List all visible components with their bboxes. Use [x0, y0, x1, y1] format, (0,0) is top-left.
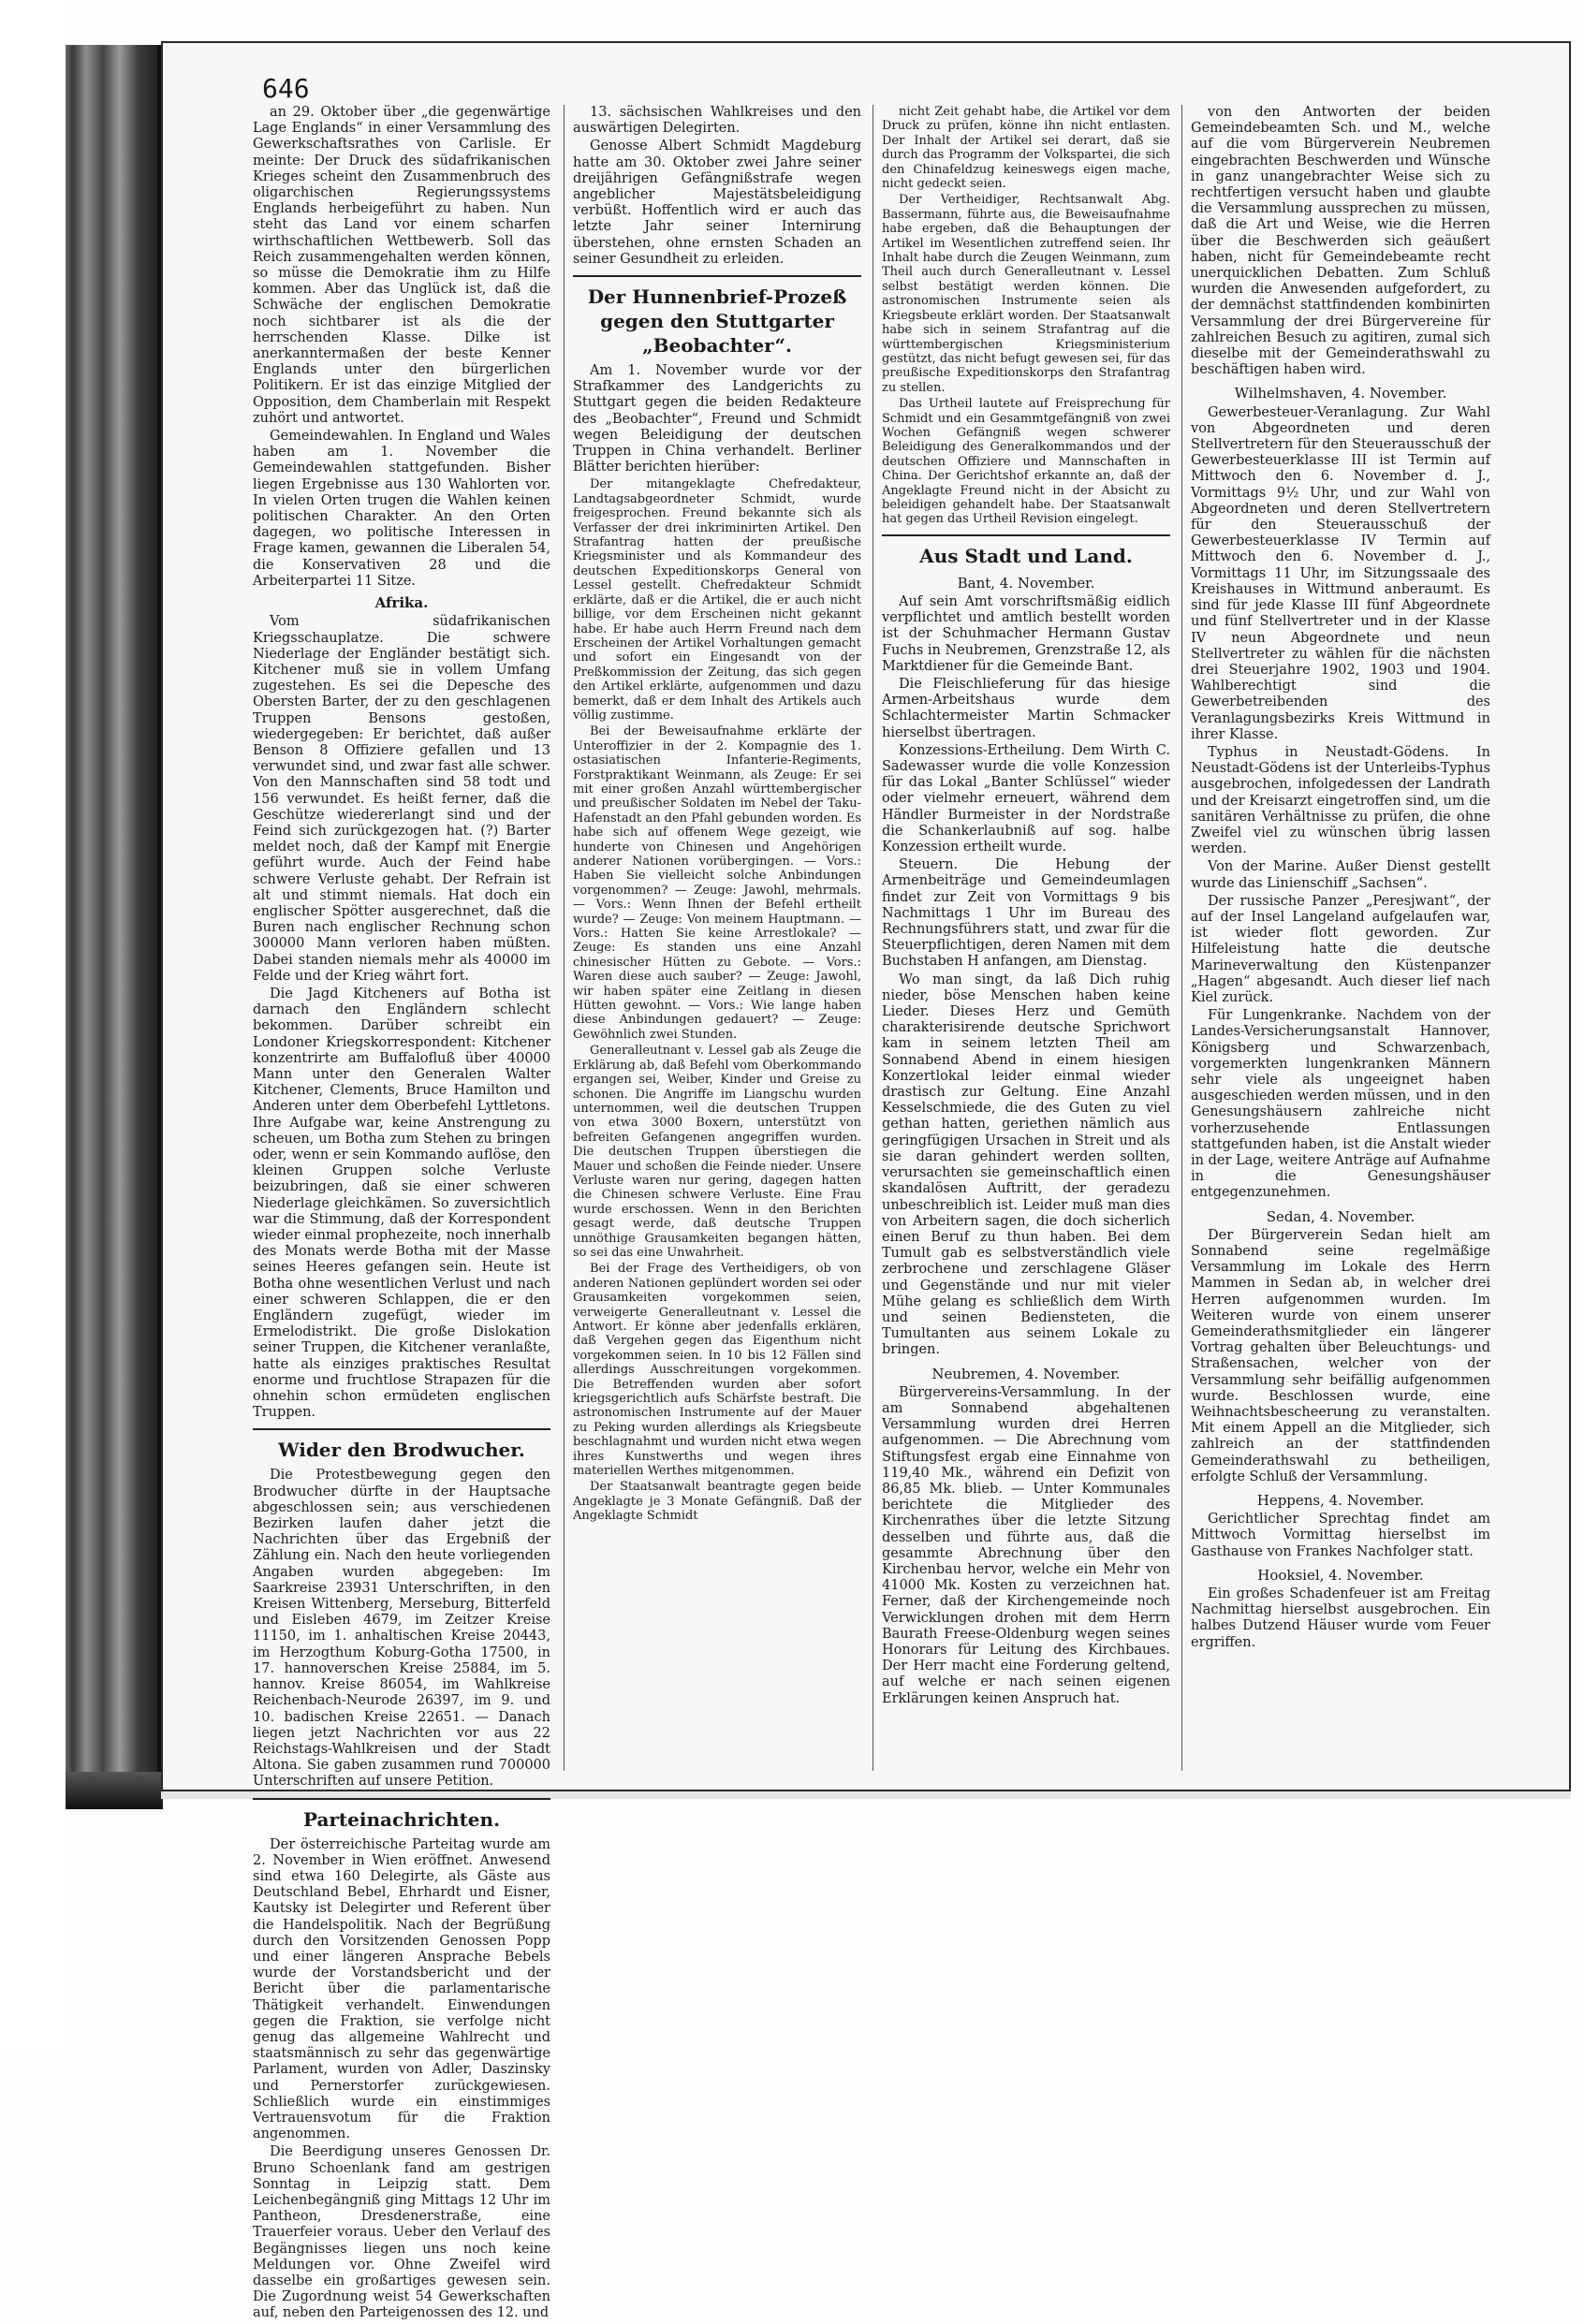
article-paragraph: von den Antworten der beiden Gemeindebeamten Sch. und M., welche auf die vom Bürgerverein Neubremen eingebrachten Beschwerden und Wünsche in ganz unangebrachter Weise sich zu rechtfertigen versucht haben und glaubte die Versammlung aussprechen zu müssen, daß die Art und Weise, wie die Herren über die Beschwerden sich geäußert haben, nicht für Gemeindebeamte recht unerquicklichen Debatten. Zum Schluß wurden die Anwesenden aufgefordert, zu der demnächst stattfindenden kombinirten Versammlung der drei Bürgervereine für zahlreichen Besuch zu agitiren, zumal sich dieselbe mit der Gemeinderathswahl zu beschäftigen haben wird.: [1191, 105, 1490, 378]
column-3: [882, 105, 1170, 1709]
article-paragraph: Steuern. Die Hebung der Armenbeiträge und Gemeindeumlagen findet zur Zeit von Vormittags 9 bis Nachmittags 1 Uhr im Bureau des Rechnungsführers statt, und zwar für die Steuerpflichtigen, deren Namen mit dem Buchstaben H anfangen, am Dienstag.: [882, 857, 1170, 970]
article-paragraph: Der österreichische Parteitag wurde am 2. November in Wien eröffnet. Anwesend sind etwa 160 Delegirte, als Gäste aus Deutschland Bebel, Ehrhardt und Eisner, Kautsky ist Delegirter und Referent über die Handelspolitik. Nach der Begrüßung durch den Vorsitzenden Genossen Popp und einer längeren Ansprache Bebels wurde der Vorstandsbericht und der Bericht über die parlamentarische Thätigkeit verhandelt. Einwendungen gegen die Fraktion, sie verfolge nicht genug das allgemeine Wahlrecht und staatsmännisch zu sehr das gegenwärtige Parlament, wurden von Adler, Daszinsky und Pernerstorfer zurückgewiesen. Schließlich wurde ein einstimmiges Vertrauensvotum für die Fraktion angenommen.: [253, 1836, 550, 2142]
section-heading: Wider den Brodwucher.: [278, 1439, 525, 1462]
section-heading: Der Hunnenbrief-Prozeß gegen den Stuttgarter „Beobachter“.: [587, 285, 847, 358]
article-paragraph: Der Vertheidiger, Rechtsanwalt Abg. Bassermann, führte aus, die Beweisaufnahme habe ergeben, daß die Behauptungen der Artikel im Wesentlichen zutreffend seien. Ihr Inhalt habe durch die Zeugen Weinmann, zum Theil auch durch Generalleutnant v. Lessel selbst bestätigt werden können. Die astronomischen Instrumente seien als Kriegsbeute erklärt worden. Der Staatsanwalt habe sich in seinem Strafantrag auf die württembergischen Kriegsministerium gestützt, das nicht befugt gewesen sei, für das preußische Expeditionskorps den Strafantrag zu stellen.: [882, 193, 1170, 395]
section-heading: Parteinachrichten.: [302, 1807, 501, 1831]
article-paragraph: Der Bürgerverein Sedan hielt am Sonnabend seine regelmäßige Versammlung im Lokale des Herrn Mammen in Sedan ab, in welcher drei Herren aufgenommen wurden. Im Weiteren wurde von einem unserer Gemeinderathsmitglieder ein längerer Vortrag gehalten über Beleuchtungs- und Straßensachen, welcher von der Versammlung sehr beifällig aufgenommen wurde. Beschlossen wurde, eine Weihnachtsbescheerung zu veranstalten. Mit einem Appell an die Mitglieder, sich zahlreich an der stattfindenden Gemeinderathswahl zu betheiligen, erfolgte Schluß der Versammlung.: [1191, 1227, 1490, 1484]
article-paragraph: Bürgervereins-Versammlung. In der am Sonnabend abgehaltenen Versammlung wurden drei Herren aufgenommen. — Die Abrechnung vom Stiftungsfest ergab eine Einnahme von 119,40 Mk., während ein Defizit von 86,85 Mk. blieb. — Unter Kommunales berichtete die Mitglieder des Kirchenrathes über die letzte Sitzung desselben und führte aus, daß die gesammte Abrechnung über den Kirchenbau hervor, welche ein Mehr von 41000 Mk. Kosten zu verzeichnen hat. Ferner, daß der Kirchengemeinde noch Verwicklungen drohen mit dem Herrn Baurath Freese-Oldenburg wegen seines Honorars für Leitung des Kirchbaues. Der Herr macht eine Forderung geltend, auf welche er nach seinen eigenen Erklärungen keinen Anspruch hat.: [882, 1384, 1170, 1706]
article-paragraph: Konzessions-Ertheilung. Dem Wirth C. Sadewasser wurde die volle Konzession für das Lokal „Banter Schlüssel“ wieder oder vielmehr erneuert, während dem Händler Burmeister in der Nordstraße die Schankerlaubniß auf sog. halbe Konzession ertheilt wurde.: [882, 742, 1170, 855]
article-paragraph: Ein großes Schadenfeuer ist am Freitag Nachmittag hierselbst ausgebrochen. Ein halbes Dutzend Häuser wurde vom Feuer ergriffen.: [1191, 1586, 1490, 1650]
divider: [882, 534, 1170, 536]
column-1: [253, 105, 550, 2324]
article-paragraph: Die Fleischlieferung für das hiesige Armen-Arbeitshaus wurde dem Schlachtermeister Martin Schmacker hierselbst übertragen.: [882, 677, 1170, 740]
article-paragraph: Bei der Frage des Vertheidigers, ob von anderen Nationen geplündert worden sei oder Grausamkeiten vorgekommen seien, verweigerte Generalleutnant v. Lessel die Antwort. Er könne aber jedenfalls erklären, daß Vergehen gegen das Eigenthum nicht vorgekommen seien. In 10 bis 12 Fällen sind allerdings Ausschreitungen vorgekommen. Die Betreffenden wurden aber sofort kriegsgerichtlich aufs Schärfste bestraft. Die astronomischen Instrumente auf der Mauer zu Peking wurden allerdings als Kriegsbeute beschlagnahmt und wurden nicht etwa wegen ihres Kunstwerths und wegen ihres materiellen Werthes mitgenommen.: [573, 1262, 861, 1479]
dateline: Heppens, 4. November.: [1256, 1492, 1425, 1510]
article-paragraph: Die Beerdigung unseres Genossen Dr. Bruno Schoenlank fand am gestrigen Sonntag in Leipzig statt. Dem Leichenbegängniß ging Mittags 12 Uhr im Pantheon, Dresdenerstraße, eine Trauerfeier voraus. Ueber den Verlauf des Begängnisses liegen uns noch keine Meldungen vor. Ohne Zweifel wird dasselbe ein großartiges gewesen sein. Die Zugordnung weist 54 Gewerkschaften auf, neben den Parteigenossen des 12. und: [253, 2144, 550, 2321]
column-2: [573, 105, 861, 1526]
article-paragraph: Generalleutnant v. Lessel gab als Zeuge die Erklärung ab, daß Befehl vom Oberkommando ergangen sei, Weiber, Kinder und Greise zu schonen. Die Angriffe im Liangschu wurden unternommen, weil die deutschen Truppen von etwa 3000 Boxern, unterstützt von befreiten Gefangenen angegriffen wurden. Die deutschen Truppen überstiegen die Mauer und schoßen die Feinde nieder. Unsere Verluste waren nur gering, dagegen hatten die Chinesen schwere Verluste. Eine Frau wurde erschossen. Wenn in den Berichten gesagt werde, daß deutsche Truppen unnöthige Grausamkeiten begangen hätten, so sei das eine Unwahrheit.: [573, 1044, 861, 1260]
dateline: Sedan, 4. November.: [1266, 1207, 1415, 1225]
dateline: Bant, 4. November.: [957, 574, 1095, 592]
article-paragraph: 13. sächsischen Wahlkreises und den auswärtigen Delegirten.: [573, 105, 861, 137]
article-paragraph: Der Staatsanwalt beantragte gegen beide Angeklagte je 3 Monate Gefängniß. Daß der Angeklagte Schmidt: [573, 1480, 861, 1524]
article-paragraph: Die Jagd Kitcheners auf Botha ist darnach den Engländern schlecht bekommen. Darüber schreibt ein Londoner Kriegskorrespondent: Kitchener konzentrirte am Buffalofluß über 40000 Mann unter den Generalen Walter Kitchener, Clements, Bruce Hamilton und Anderen unter dem Oberbefehl Lyttletons. Ihre Aufgabe war, keine Anstrengung zu scheuen, um Botha zum Stehen zu bringen oder, wenn er sein Kommando auflöse, den kleinen Gruppen solche Verluste beizubringen, daß sie einer schweren Niederlage gleichkämen. So zuversichtlich war die Stimmung, daß der Korrespondent wieder einmal prophezeite, noch innerhalb des Monats werde Botha mit der Masse seines Heeres gefangen sein. Heute ist Botha ohne wesentlichen Verlust und nach einer schweren Schlappen, die er den Engländern zugefügt, wieder im Ermelodistrikt. Die große Dislokation seiner Truppen, die Kitchener veranlaßte, hatte als einziges praktisches Resultat enorme und fruchtlose Strapazen für die ohnehin schon ermüdeten englischen Truppen.: [253, 986, 550, 1421]
article-paragraph: Der russische Panzer „Peresjwant“, der auf der Insel Langeland aufgelaufen war, ist wieder flott geworden. Zur Hilfeleistung hatte die deutsche Marineverwaltung den Küstenpanzer „Hagen“ abgesandt. Auch dieser lief nach Kiel zurück.: [1191, 893, 1490, 1005]
dateline: Wilhelmshaven, 4. November.: [1234, 385, 1447, 402]
article-paragraph: Gerichtlicher Sprechtag findet am Mittwoch Vormittag hierselbst im Gasthause von Frankes Nachfolger statt.: [1191, 1512, 1490, 1559]
dateline: Neubremen, 4. November.: [931, 1365, 1121, 1382]
article-paragraph: Wo man singt, da laß Dich ruhig nieder, böse Menschen haben keine Lieder. Dieses Herz und Gemüth charakterisirende deutsche Sprichwort kam in seinem letzten Theil am Sonnabend Abend in einem hiesigen Konzertlokal leider einmal wieder drastisch zur Geltung. Eine Anzahl Kesselschmiede, die des Guten zu viel gethan hatten, geriethen nämlich aus geringfügigen Ursachen in Streit und als sie daran gehindert werden sollten, verursachten sie gemeinschaftlich einen skandalösen Auftritt, der geradezu unbeschreiblich ist. Leider muß man dies von Arbeitern sagen, die doch sicherlich einen Beruf zu thun haben. Bei dem Tumult gab es selbstverständlich viele zerbrochene und zerschlagene Gläser und Gegenstände und nur mit vieler Mühe gelang es schließlich dem Wirth und seinen Bediensteten, die Tumultanten aus seinem Lokale zu bringen.: [882, 972, 1170, 1358]
article-paragraph: Gemeindewahlen. In England und Wales haben am 1. November die Gemeindewahlen stattgefunden. Bisher liegen Ergebnisse aus 130 Wahlorten vor. In vielen Orten trugen die Wahlen keinen politischen Charakter. An den Orten dagegen, wo politische Interessen in Frage kamen, gewannen die Liberalen 54, die Konservativen 28 und die Arbeiterpartei 11 Sitze.: [253, 429, 550, 589]
divider: [253, 1428, 550, 1430]
article-paragraph: Bei der Beweisaufnahme erklärte der Unteroffizier in der 2. Kompagnie des 1. ostasiatischen Infanterie-Regiments, Forstpraktikant Weinmann, als Zeuge: Er sei mit einer großen Anzahl württembergischer und preußischer Soldaten im Nebel der Taku-Hafenstadt an den Pfahl gebunden worden. Es habe sich auf offenem Wege gezeigt, wie hunderte von Chinesen und Angehörigen anderer Nationen vorübergingen. — Vors.: Haben Sie vielleicht solche Anbindungen vorgenommen? — Zeuge: Jawohl, mehrmals. — Vors.: Wenn Ihnen der Befehl ertheilt wurde? — Zeuge: Von meinem Hauptmann. — Vors.: Hatten Sie keine Arrestlokale? — Zeuge: Es standen uns eine Anzahl chinesischer Hütten zu Gebote. — Vors.: Waren diese auch sauber? — Zeuge: Jawohl, wir haben später eine Zeitlang in diesen Hütten gewohnt. — Vors.: Wie lange haben diese Anbindungen gedauert? — Zeuge: Gewöhnlich zwei Stunden.: [573, 724, 861, 1042]
article-paragraph: Die Protestbewegung gegen den Brodwucher dürfte in der Hauptsache abgeschlossen sein; aus verschiedenen Bezirken laufen daher jetzt die Nachrichten über das Ergebniß der Zählung ein. Nach den heute vorliegenden Angaben wurden abgegeben: Im Saarkreise 23931 Unterschriften, in den Kreisen Wittenberg, Merseburg, Bitterfeld und Eisleben 4679, im Zeitzer Kreise 11150, im 1. anhaltischen Kreise 20443, im Herzogthum Koburg-Gotha 17500, in 17. hannoverschen Kreise 25884, im 5. hannov. Kreise 86054, im Wahlkreise Reichenbach-Neurode 26397, im 9. und 10. badischen Kreise 22651. — Danach liegen jetzt Nachrichten vor aus 22 Reichstags-Wahlkreisen und der Stadt Altona. Sie gaben zusammen rund 700000 Unterschriften auf unsere Petition.: [253, 1468, 550, 1790]
article-paragraph: Vom südafrikanischen Kriegsschauplatze. Die schwere Niederlage der Engländer bestätigt sich. Kitchener muß sie in vollem Umfang zugestehen. Es sei die Depesche des Obersten Barter, der zu den geschlagenen Truppen Bensons gestoßen, wiedergegeben: Er berichtet, daß außer Benson 8 Offiziere gefallen und 13 verwundet sind, und zwar fast alle schwer. Von den Mannschaften sind 58 todt und 156 verwundet. Es heißt ferner, daß die Geschütze wiedererlangt sind und der Feind sich zurückgezogen hat. (?) Barter meldet noch, daß der Kampf mit Energie geführt wurde. Auch der Feind habe schwere Verluste gehabt. Der Refrain ist alt und stimmt niemals. Hat doch ein englischer Spötter ausgerechnet, daß die Buren nach englischer Rechnung schon 300000 Mann verloren haben müßten. Dabei standen niemals mehr als 40000 im Felde und der Krieg währt fort.: [253, 614, 550, 984]
column-separator: [564, 105, 565, 1771]
article-paragraph: Von der Marine. Außer Dienst gestellt wurde das Linienschiff „Sachsen“.: [1191, 859, 1490, 891]
article-paragraph: Gewerbesteuer-Veranlagung. Zur Wahl von Abgeordneten und deren Stellvertretern für den Steuerausschuß der Gewerbesteuerklasse III ist Termin auf Mittwoch den 6. November d. J., Vormittags 9½ Uhr, und zur Wahl von Abgeordneten und deren Stellvertretern für den Steuerausschuß der Gewerbesteuerklasse IV Termin auf Mittwoch den 6. November d. J., Vormittags 11 Uhr, im Sitzungssaale des Kreishauses in Wittmund anberaumt. Es sind für jede Klasse III fünf Abgeordnete und fünf Stellvertreter und in der Klasse IV neun Abgeordnete und neun Stellvertreter zu wählen für die nächsten drei Steuerjahre 1902, 1903 und 1904. Wahlberechtigt sind die Gewerbetreibenden des Veranlagungsbezirks Kreis Wittmund in ihrer Klasse.: [1191, 404, 1490, 742]
page-number: 646: [262, 73, 310, 104]
article-paragraph: Auf sein Amt vorschriftsmäßig eidlich verpflichtet und amtlich bestellt worden ist der Schuhmacher Hermann Gustav Fuchs in Neubremen, Grenzstraße 12, als Marktdiener für die Gemeinde Bant.: [882, 593, 1170, 674]
article-paragraph: Genosse Albert Schmidt Magdeburg hatte am 30. Oktober zwei Jahre seiner dreijährigen Gefängnißstrafe wegen angeblicher Majestätsbeleidigung verbüßt. Hoffentlich wird er auch das letzte Jahr seiner Internirung überstehen, ohne ernsten Schaden an seiner Gesundheit zu erleiden.: [573, 139, 861, 267]
article-paragraph: Typhus in Neustadt-Gödens. In Neustadt-Gödens ist der Unterleibs-Typhus ausgebrochen, infolgedessen der Landrath und der Kreisarzt eingetroffen sind, um die sanitären Verhältnisse zu prüfen, die ohne Zweifel viel zu wünschen übrig lassen werden.: [1191, 744, 1490, 857]
dateline: Hooksiel, 4. November.: [1257, 1566, 1424, 1584]
scan-margin: [0, 0, 66, 2049]
column-4: [1191, 105, 1490, 1653]
section-heading: Aus Stadt und Land.: [919, 544, 1133, 567]
divider: [573, 275, 861, 277]
section-heading: Afrika.: [374, 594, 429, 612]
column-separator: [1181, 105, 1182, 1771]
divider: [253, 1798, 550, 1800]
binding-bottom: [66, 1772, 163, 1809]
article-paragraph: Das Urtheil lautete auf Freisprechung für Schmidt und ein Gesammtgefängniß von zwei Wochen Gefängniß wegen schwerer Beleidigung des Generalkommandos und der deutschen Offiziere und Mannschaften in China. Der Gerichtshof erkannte an, daß der Angeklagte Freund nicht in der Absicht zu beleidigen gehandelt habe. Der Staatsanwalt hat gegen das Urtheil Revision eingelegt.: [882, 397, 1170, 527]
article-paragraph: Am 1. November wurde vor der Strafkammer des Landgerichts zu Stuttgart gegen die beiden Redakteure des „Beobachter“, Freund und Schmidt wegen Beleidigung der deutschen Truppen in China verhandelt. Berliner Blätter berichten hierüber:: [573, 363, 861, 475]
article-paragraph: an 29. Oktober über „die gegenwärtige Lage Englands“ in einer Versammlung des Gewerkschaftsrathes von Carlisle. Er meinte: Der Druck des südafrikanischen Krieges scheint den Zusammenbruch des oligarchischen Regierungssystems Englands herbeigeführt zu haben. Nun steht das Land vor einem scharfen wirthschaftlichen Wettbewerb. Soll das Reich zusammengehalten werden können, so müsse die Demokratie ihm zu Hilfe kommen. Aber das Unglück ist, daß die Schwäche der englischen Demokratie noch sichtbarer ist als die der herrschenden Klasse. Dilke ist anerkanntermaßen der beste Kenner Englands unter den bürgerlichen Politikern. Er ist das einzige Mitglied der Opposition, dem Chamberlain mit Respekt zuhört und antwortet.: [253, 105, 550, 426]
article-paragraph: Für Lungenkranke. Nachdem von der Landes-Versicherungsanstalt Hannover, Königsberg und Schwarzenbach, vorgemerkten lungenkranken Männern sehr viele als ungeeignet haben ausgeschieden werden müssen, und in den Genesungshäusern zahlreiche nicht vorherzusehende Entlassungen stattgefunden haben, ist die Anstalt wieder in der Lage, weitere Anträge auf Aufnahme in die Genesungshäuser entgegenzunehmen.: [1191, 1008, 1490, 1201]
article-paragraph: Der mitangeklagte Chefredakteur, Landtagsabgeordneter Schmidt, wurde freigesprochen. Freund bekannte sich als Verfasser der drei inkriminirten Artikel. Den Strafantrag hatten der preußische Kriegsminister und als Kommandeur des deutschen Expeditionskorps General von Lessel gestellt. Chefredakteur Schmidt erklärte, daß er die Artikel, die er auch nicht billige, vor dem Erscheinen nicht gekannt habe. Er habe auch Herrn Freund nach dem Erscheinen der Artikel Vorhaltungen gemacht und sofort ein Eingesandt von der Preßkommission der Zeitung, das sich gegen den Artikel erklärte, aufgenommen und dazu bemerkt, daß er dem Inhalt des Artikels auch völlig zustimme.: [573, 477, 861, 723]
book-binding: [66, 45, 159, 1772]
article-paragraph: nicht Zeit gehabt habe, die Artikel vor dem Druck zu prüfen, könne ihn nicht entlasten. Der Inhalt der Artikel sei derart, daß sie durch das Programm der Volkspartei, die sich den Chinafeldzug keineswegs eigen mache, nicht gedeckt seien.: [882, 105, 1170, 192]
